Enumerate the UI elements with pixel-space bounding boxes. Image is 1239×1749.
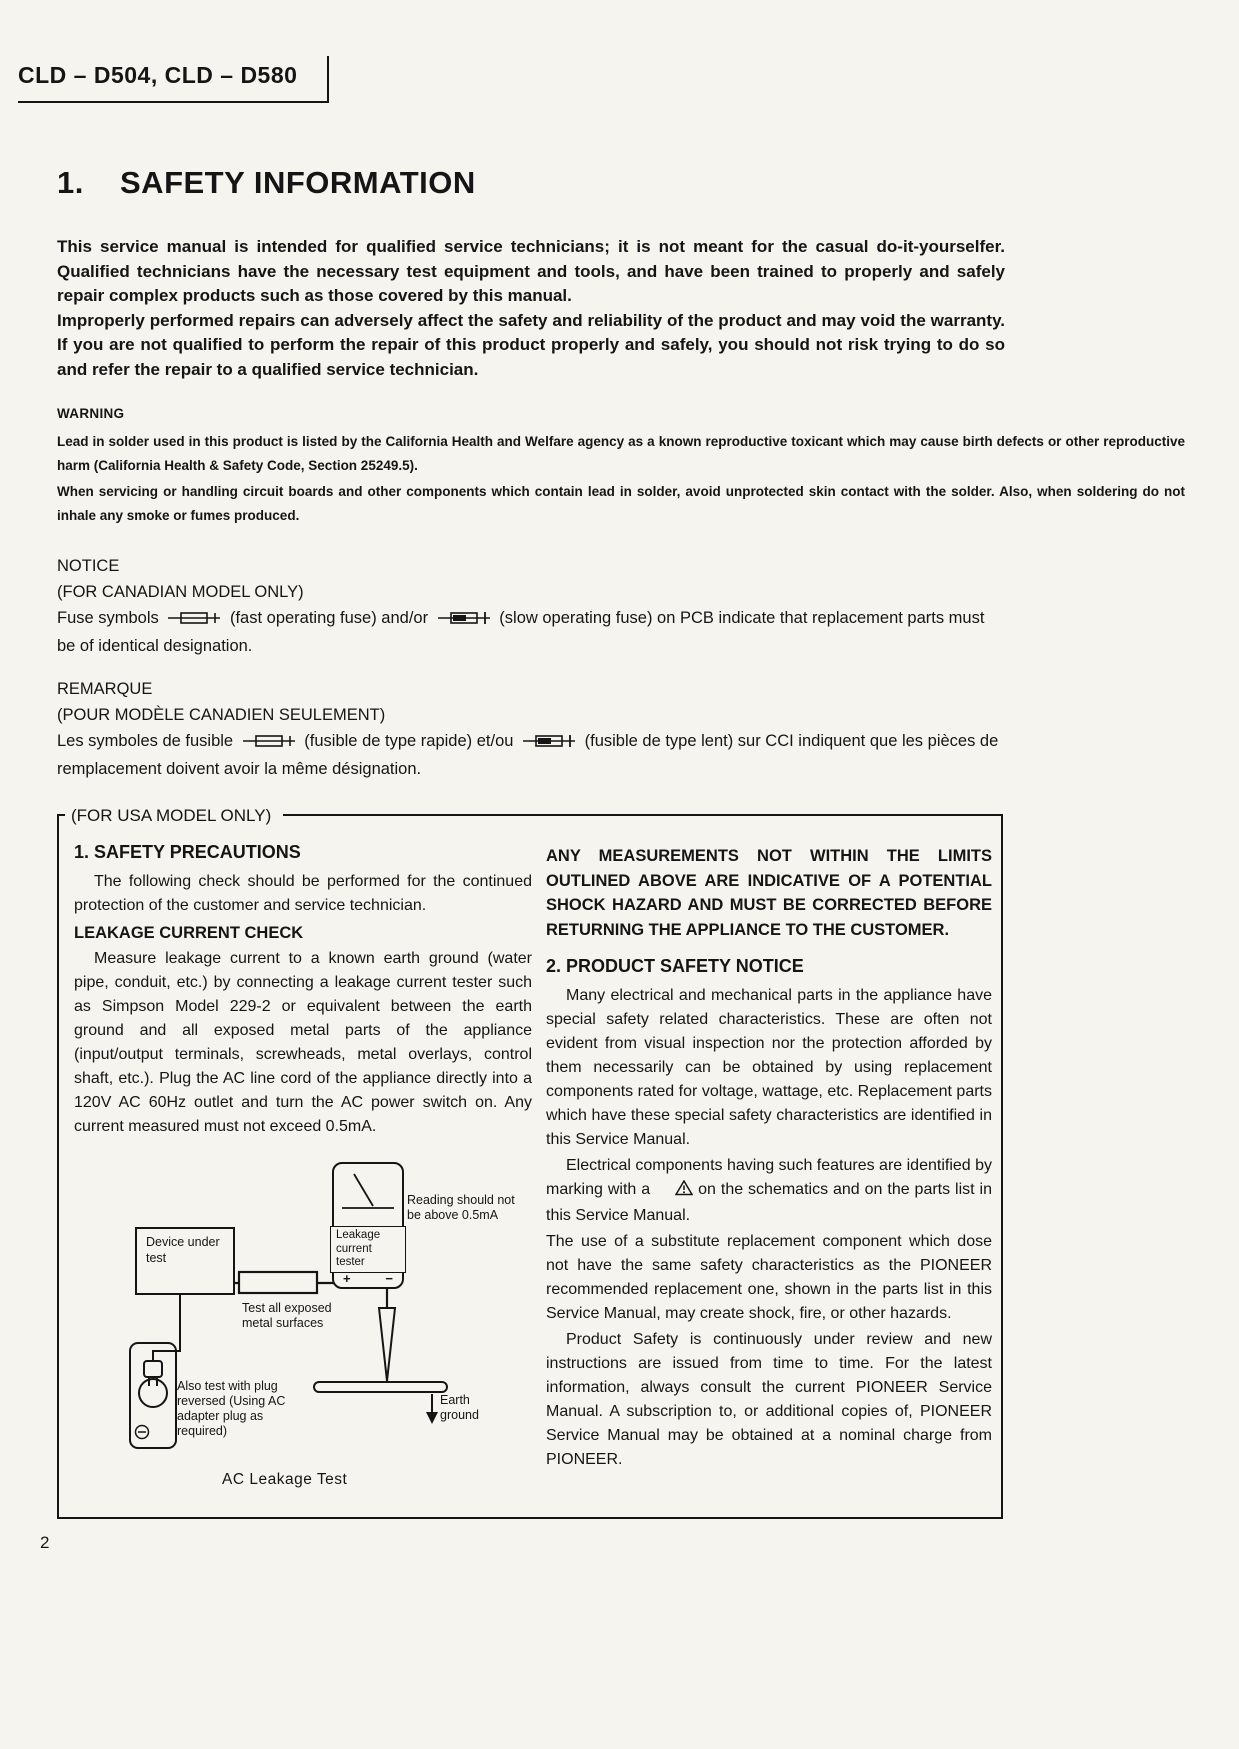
warning-paragraph-1: Lead in solder used in this product is listed by the California Health and Welfare agency as a known reproductive toxicant which may cause birth defects or other reproductive harm (California Health & Safety Code, Section 25249.5). [57, 434, 1185, 473]
outlet-socket-icon [139, 1379, 167, 1407]
model-header-box [18, 56, 329, 103]
warning-paragraph-2: When servicing or handling circuit boards and other components which contain lead in solder, avoid unprotected skin contact with the solder. Also, when soldering do not inhale any smoke or fumes produced. [57, 484, 1185, 523]
plus-terminal: + [343, 1271, 351, 1286]
surfaces-label: Test all exposed metal surfaces [242, 1301, 332, 1330]
notice-subheading: (FOR CANADIAN MODEL ONLY) [57, 583, 304, 601]
measurement-warning: ANY MEASUREMENTS NOT WITHIN THE LIMITS OUTLINED ABOVE ARE INDICATIVE OF A POTENTIAL SHOCK HAZARD AND MUST BE CORRECTED BEFORE RETURNING THE APPLIANCE TO THE CUSTOMER. [546, 847, 992, 939]
device-under-test-box [135, 1227, 235, 1295]
fast-fuse-icon [168, 609, 220, 634]
ground-bar-icon [314, 1382, 447, 1392]
page-title [57, 165, 1239, 201]
notice-body [57, 606, 1005, 659]
meter-dial-icon [339, 1169, 397, 1213]
remarque-heading: REMARQUE [57, 680, 153, 698]
remarque-text-3: (fusible de type lent) sur CCI indiquent que les pièces de remplacement doivent avoir la même désignation. [57, 732, 999, 778]
warning-triangle-icon [655, 1180, 693, 1204]
leakage-tester-meter [332, 1162, 404, 1289]
power-cord-line [153, 1295, 180, 1361]
minus-terminal: − [385, 1271, 393, 1286]
right-column [546, 842, 992, 1501]
reading-label: Reading should not be above 0.5mA [407, 1193, 515, 1222]
usa-box-columns [74, 842, 993, 1501]
remarque-text-1: Les symboles de fusible [57, 732, 234, 750]
leakage-check-heading: LEAKAGE CURRENT CHECK [74, 924, 304, 942]
plug-icon [144, 1361, 162, 1377]
product-safety-paragraph-2-pre: Electrical components having such features are identified by marking with a [546, 1157, 993, 1198]
plug-reversed-label: Also test with plug reversed (Using AC adapter plug as required) [177, 1379, 286, 1438]
product-safety-paragraph-2 [546, 1154, 992, 1228]
remarque-text-2: (fusible de type rapide) et/ou [304, 732, 514, 750]
usa-box-legend: (FOR USA MODEL ONLY) [65, 803, 283, 828]
remarque-section [57, 677, 1005, 782]
section-number: 1. [57, 165, 84, 200]
slow-fuse-icon [438, 609, 490, 634]
device-under-test-label: Device under test [146, 1235, 220, 1265]
notice-heading: NOTICE [57, 557, 120, 575]
leakage-check-paragraph: Measure leakage current to a known earth ground (water pipe, conduit, etc.) by connecting a leakage current tester such as Simpson Model 229-2 or equivalent between the earth ground and all exposed metal parts of the appliance (input/output terminals, screwheads, metal overlays, control shaft, etc.). Plug the AC line cord of the appliance directly into a 120V AC 60Hz outlet and turn the AC power switch on. Any current measured must not exceed 0.5mA. [74, 950, 532, 1135]
safety-precautions-heading: 1. SAFETY PRECAUTIONS [74, 842, 301, 862]
intro-paragraph-2: Improperly performed repairs can adversely affect the safety and reliability of the product and may void the warranty. If you are not qualified to perform the repair of this product properly and safely, you should not risk trying to do so and refer the repair to a qualified service technician. [57, 310, 1005, 379]
ac-leakage-test-diagram [122, 1155, 532, 1501]
product-safety-paragraph-1: Many electrical and mechanical parts in the appliance have special safety related characteristics. These are often not evident from visual inspection nor the protection afforded by them necessarily can be obtained by using replacement components rated for voltage, wattage, etc. Replacement parts which have these special safety characteristics are identified in this Service Manual. [546, 987, 992, 1148]
model-numbers: CLD – D504, CLD – D580 [18, 62, 298, 88]
warning-heading: WARNING [57, 406, 125, 421]
test-probe-icon [379, 1308, 395, 1381]
intro-paragraph-1: This service manual is intended for qualified service technicians; it is not meant for the casual do-it-yourselfer. Qualified technicians have the necessary test equipment and tools, and have been trained to properly and safely repair complex products such as those covered by this manual. [57, 237, 1005, 305]
remarque-subheading: (POUR MODÈLE CANADIEN SEULEMENT) [57, 706, 386, 724]
notice-text-3: (slow operating fuse) on PCB indicate that replacement parts must be of identical designation. [57, 609, 985, 655]
notice-section [57, 554, 1005, 659]
warning-section [57, 406, 1185, 528]
page-number: 2 [40, 1533, 50, 1552]
product-safety-paragraph-3: The use of a substitute replacement component which dose not have the same safety characteristics as the PIONEER recommended replacement one, shown in the parts list in this Service Manual, may create shock, fire, or other hazards. [546, 1233, 992, 1322]
product-safety-paragraph-2-post: on the schematics and on the parts list in this Service Manual. [546, 1181, 993, 1224]
product-safety-heading: 2. PRODUCT SAFETY NOTICE [546, 956, 804, 976]
product-safety-paragraph-4: Product Safety is continuously under review and new instructions are issued from time to time. For the latest information, always consult the current PIONEER Service Manual. A subscription to, or additional copies of, PIONEER Service Manual may be obtained at a nominal charge from PIONEER. [546, 1331, 992, 1468]
fast-fuse-icon [243, 732, 295, 757]
meter-terminals [343, 1271, 393, 1286]
intro-section [57, 235, 1005, 382]
notice-text-1: Fuse symbols [57, 609, 159, 627]
diagram-caption: AC Leakage Test [222, 1471, 348, 1488]
notice-text-2: (fast operating fuse) and/or [229, 609, 429, 627]
usa-model-box [57, 806, 1003, 1519]
section-title: SAFETY INFORMATION [120, 165, 476, 200]
left-column [74, 842, 532, 1501]
slow-fuse-icon [523, 732, 575, 757]
leakage-tester-label: Leakage current tester [330, 1226, 406, 1273]
earth-ground-label: Earth ground [440, 1393, 479, 1422]
metal-surface-contact-box [239, 1272, 317, 1293]
remarque-body [57, 729, 1005, 782]
safety-precautions-paragraph: The following check should be performed for the continued protection of the customer and service technician. [74, 873, 532, 914]
